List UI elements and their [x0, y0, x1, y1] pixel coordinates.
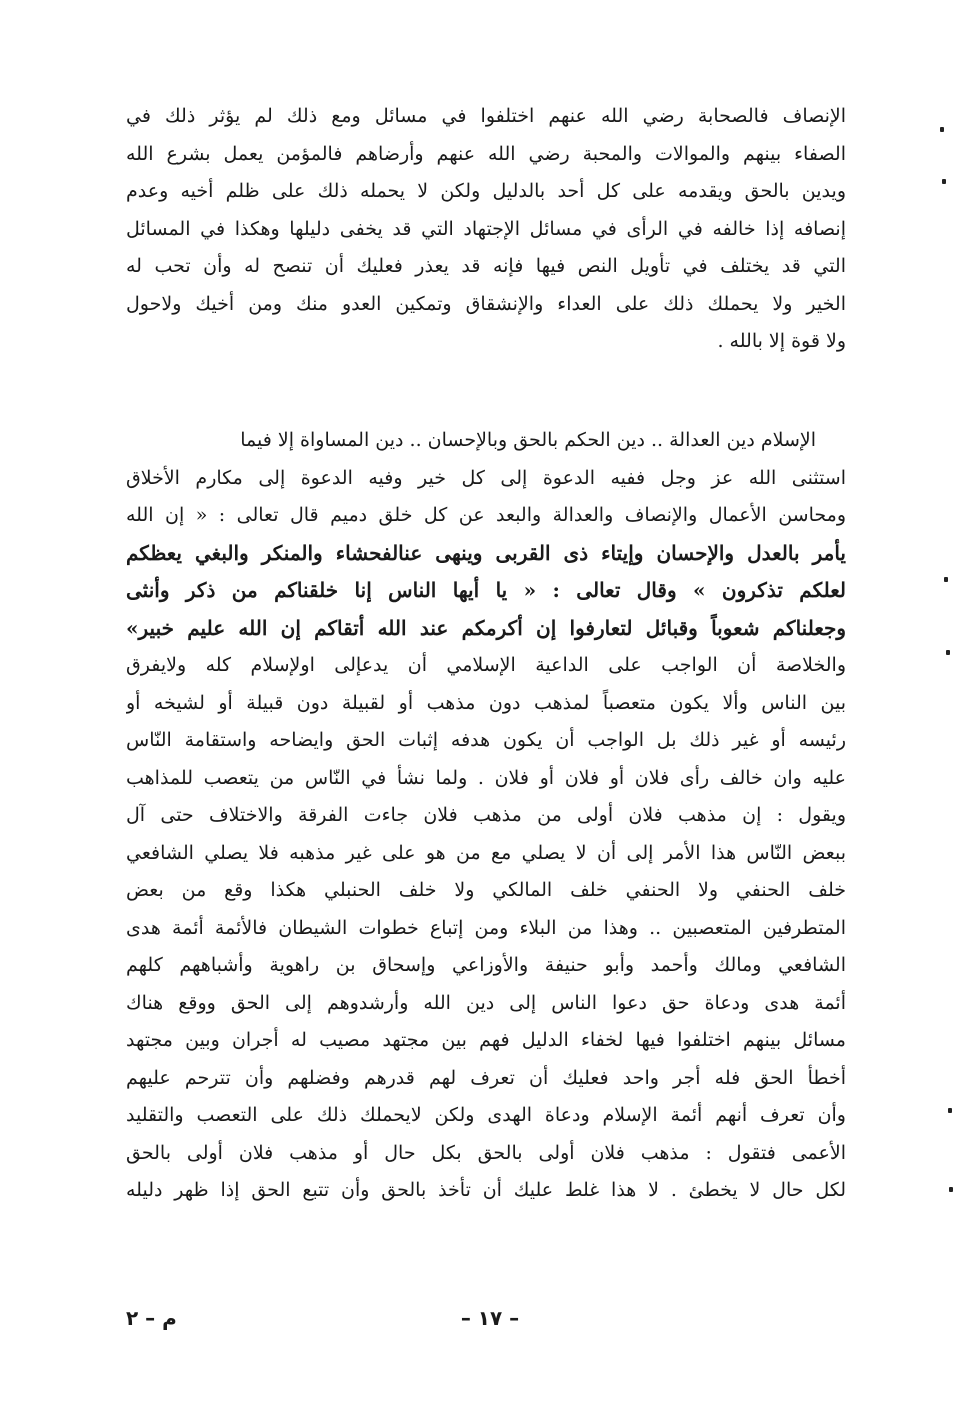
scan-speck — [946, 650, 950, 655]
text-line: الإسلام دين العدالة .. دين الحكم بالحق وبالإحسان .. دين المساواة إلا فيما — [240, 429, 816, 451]
scan-speck — [940, 127, 944, 132]
paragraph-1 — [126, 98, 846, 361]
text-line: أئمة هدى ودعاة حق دعوا الناس إلى دين الله وأرشدوهم إلى الحق ووقع هناك — [126, 991, 846, 1014]
page-footer — [0, 1306, 956, 1346]
text-line: استثنى الله عز وجل ففيه الدعوة إلى كل خير وفيه الدعوة إلى مكارم الأخلاق — [126, 466, 846, 489]
text-line: أخطأ الحق فله أجر واحد فعليك أن تعرف لهم قدرهم وفضلهم وأن تترحم عليهم — [126, 1066, 846, 1089]
text-line: الشافعي ومالك وأحمد وأبو حنيفة والأوزاعي وإسحاق بن راهوية وأشباههم كلهم — [126, 954, 846, 976]
text-line: الإنصاف فالصحابة رضي الله عنهم اختلفوا في مسائل ومع ذلك لم يؤثر ذلك في — [126, 105, 846, 127]
text-line: ببعض النّاس هذا الأمر إلى أن لا يصلي مع من هو على غير مذهبه فلا يصلي الشافعي — [126, 841, 846, 864]
text-line: وأن تعرف أنهم أئمة الإسلام ودعاة الهدى ولكن لايحملك ذلك على التعصب والتقليد — [126, 1104, 846, 1126]
text-line: والخلاصة أن الواجب على الداعية الإسلامي أن يدعإلى اولإسلام كله ولايفرق — [126, 654, 846, 676]
text-line: خلف الحنفي ولا الحنفي خلف المالكي ولا خلف الحنبلي هكذا وقع من بعض — [126, 879, 846, 901]
text-line: عليه وان خالف رأى فلان أو فلان أو فلان . ولما نشأ في النّاس من يتعصب للمذاهب — [126, 766, 846, 789]
text-line: المتطرفين المتعصبين .. وهذا من البلاء ومن إتباع خطوات الشيطان فالأئمة أئمة هدى — [126, 916, 846, 939]
page-number: – ١٧ – — [460, 1306, 520, 1330]
signature-mark: م – ٢ — [126, 1306, 177, 1330]
scan-speck — [942, 179, 946, 184]
scan-speck — [944, 577, 948, 582]
scan-speck — [948, 1108, 952, 1113]
text-line: التي قد يختلف في تأويل النص فيها فإنه قد يعذر فعليك أن تنصح له وأن تحب له — [126, 255, 846, 277]
text-line: ومحاسن الأعمال والإنصاف والعدالة والبعد عن كل خلق دميم قال تعالى : « إن الله — [126, 504, 846, 526]
quran-verse-line: لعلكم تذكرون » وقال تعالى : « يا أيها الناس إنا خلقناكم من ذكر وأنثى — [126, 578, 846, 602]
text-line: الأعمى فتقول : مذهب فلان أولى بالحق بكل حال أو مذهب فلان أولى بالحق — [126, 1141, 846, 1164]
text-line: ويدين بالحق ويقدمه على كل أحد بالدليل ولكن لا يحمله ذلك على ظلم أخيه وعدم — [126, 180, 846, 202]
quran-verse-line: وجعلناكم شعوباً وقبائل لتعارفوا إن أكرمكم عند الله أتقاكم إن الله عليم خبير» — [126, 615, 846, 640]
text-line: ويقول : إن مذهب فلان أولى من مذهب فلان جاءت الفرقة والاختلاف حتى آل — [126, 804, 846, 826]
text-line: الصفاء بينهم والموالات والمحبة رضي الله عنهم وأرضاهم فالمؤمن يعمل بشرع الله — [126, 142, 846, 165]
text-line: الخير ولا يحملك ذلك على العداء والإنشقاق وتمكين العدو منك ومن أخيك ولاحول — [126, 292, 846, 315]
text-line: إنصافه إذا خالفه في الرأى في مسائل الإجتهاد التي قد يخفى دليلها وهكذا في المسائل — [126, 217, 846, 240]
scan-speck — [949, 1187, 953, 1192]
text-line: ولا قوة إلا بالله . — [717, 330, 846, 352]
text-line: رئيسه أو غير ذلك بل الواجب أن يكون هدفه إثبات الحق وايضاحه واستقامة النّاس — [126, 729, 846, 751]
text-line: بين الناس وألا يكون متعصباً لمذهب دون مذهب أو لقبيلة دون قبيلة أو لشيخه أو — [126, 691, 846, 714]
paragraph-2 — [126, 422, 846, 1210]
quran-verse-line: يأمر بالعدل والإحسان وإيتاء ذى القربى وينهى عنالفحشاء والمنكر والبغي يعظكم — [126, 540, 846, 565]
text-line: لكل حال لا يخطئ . لا هذا غلط عليك أن تأخذ بالحق وأن تتبع الحق إذا ظهر دليله — [126, 1179, 846, 1201]
text-line: مسائل بينهم اختلفوا فيها لخفاء الدليل فهم بين مجتهد مصيب له أجران وبين مجتهد — [126, 1029, 846, 1051]
